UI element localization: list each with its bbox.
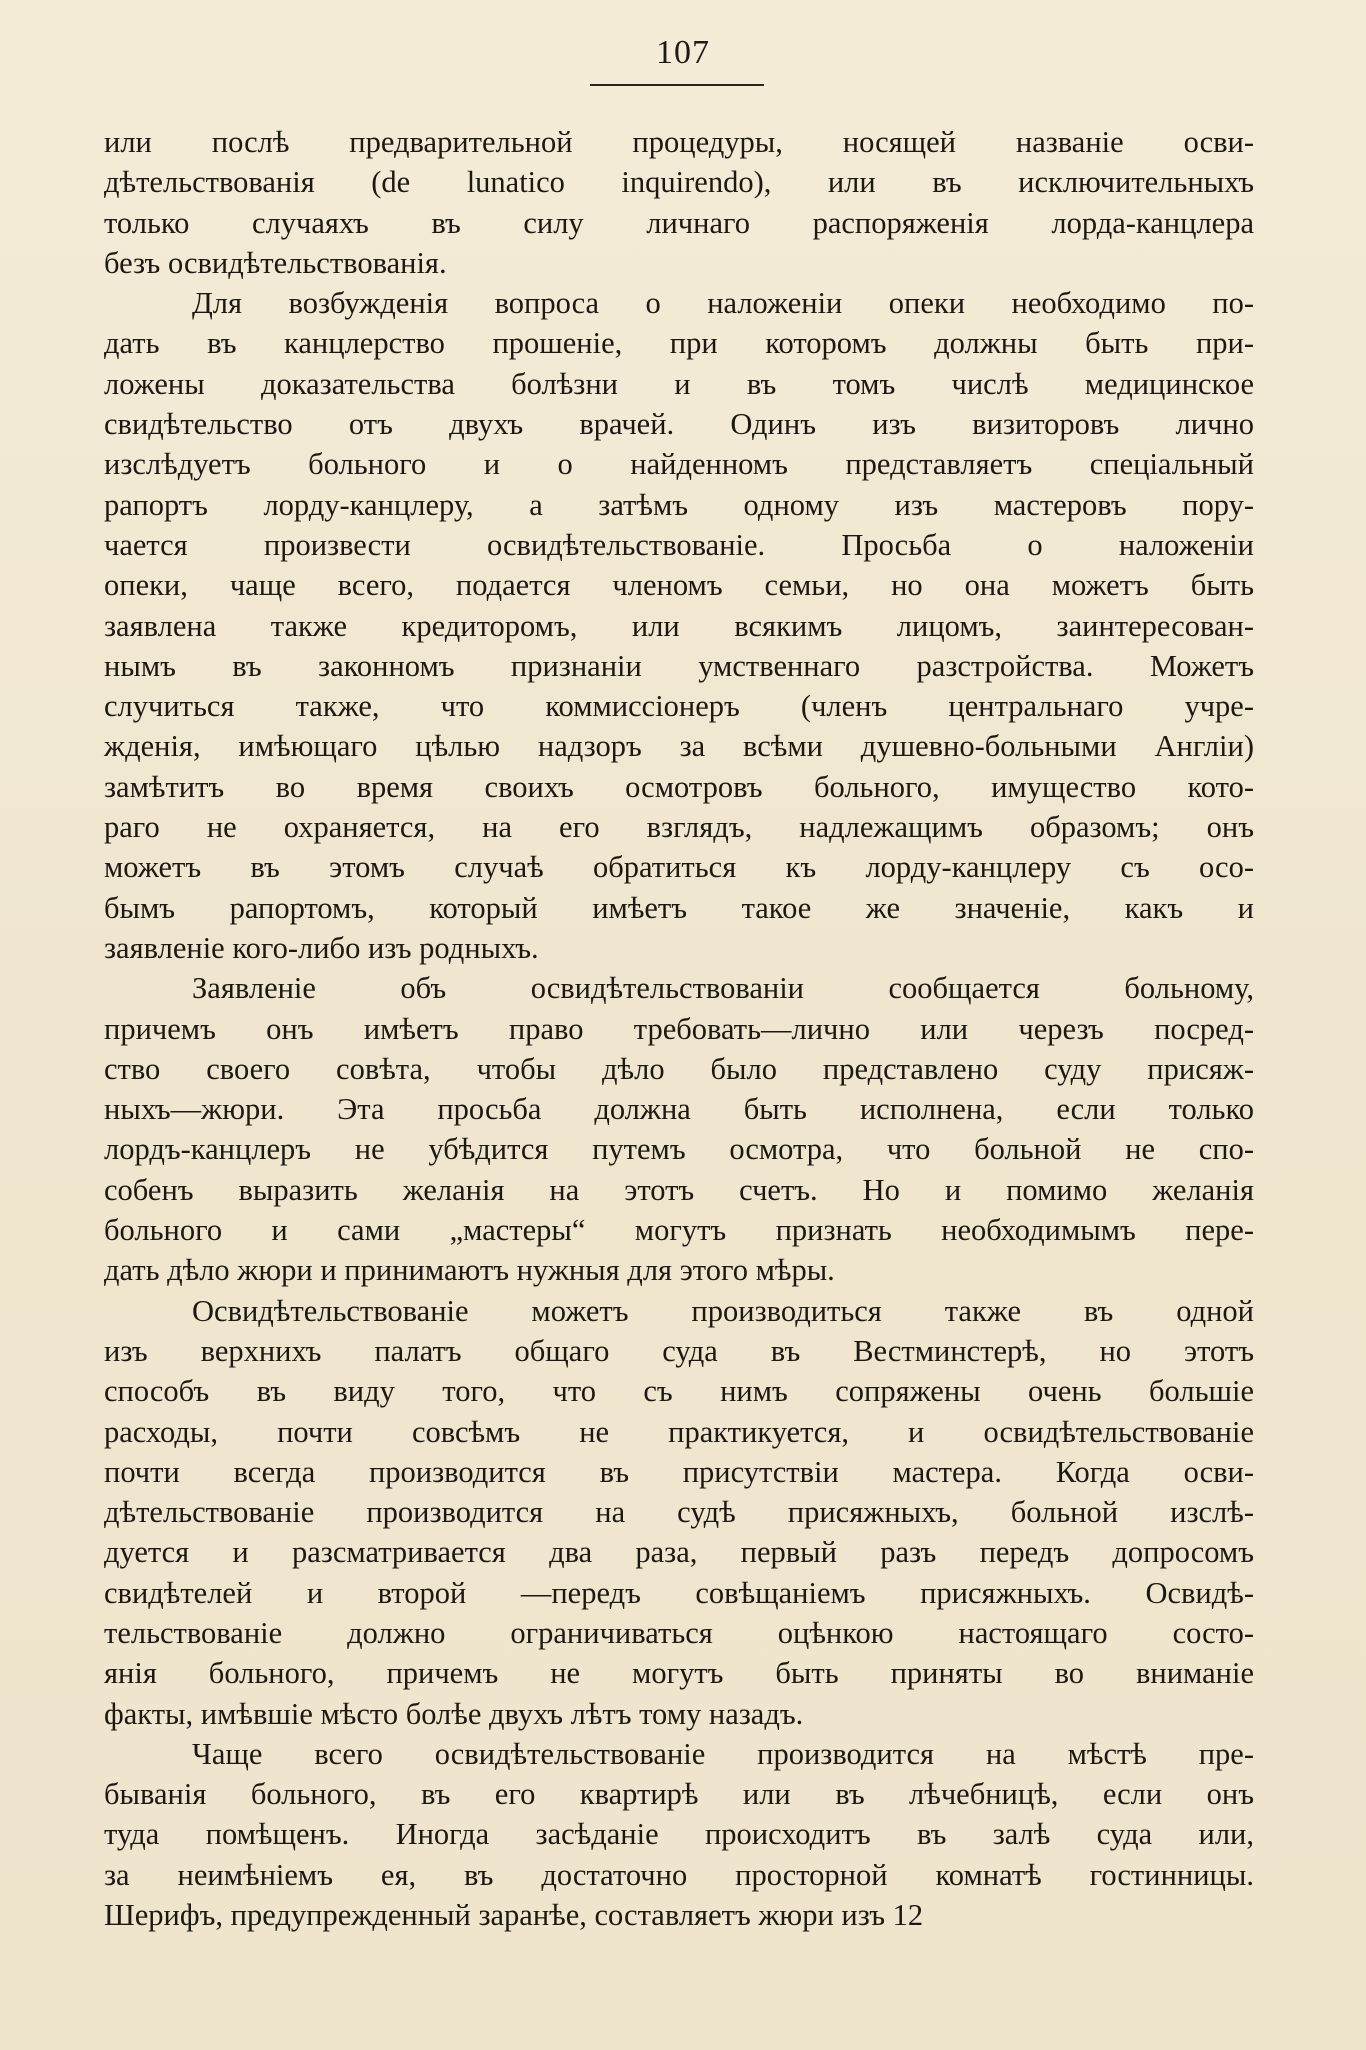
text-line: расходы, почти совсѣмъ не практикуется, и освидѣтельствованіе: [104, 1414, 1254, 1449]
text-line: за неимѣніемъ ея, въ достаточно просторной комнатѣ гостинницы.: [104, 1857, 1254, 1892]
text-line: дуется и разсматривается два раза, первый разъ передъ допросомъ: [104, 1535, 1254, 1570]
text-line: быванія больного, въ его квартирѣ или въ лѣчебницѣ, если онъ: [104, 1777, 1254, 1812]
text-line: Освидѣтельствованіе можетъ производиться также въ одной: [192, 1293, 1254, 1328]
text-line: ныхъ—жюри. Эта просьба должна быть исполнена, если только: [104, 1092, 1254, 1127]
text-line: Чаще всего освидѣтельствованіе производится на мѣстѣ пре-: [192, 1736, 1254, 1771]
text-line: дѣтельствованіе производится на судѣ присяжныхъ, больной изслѣ-: [104, 1495, 1254, 1530]
text-line: раго не охраняется, на его взглядъ, надлежащимъ образомъ; онъ: [104, 810, 1254, 845]
text-line: факты, имѣвшіе мѣсто болѣе двухъ лѣтъ тому назадъ.: [104, 1696, 804, 1731]
text-line: изслѣдуетъ больного и о найденномъ представляетъ спеціальный: [104, 447, 1254, 482]
text-line: способъ въ виду того, что съ нимъ сопряжены очень большіе: [104, 1374, 1254, 1409]
paragraph: [104, 283, 1254, 968]
text-line: свидѣтельство отъ двухъ врачей. Одинъ изъ визиторовъ лично: [104, 407, 1254, 442]
text-line: больного и сами „мастеры“ могутъ признать необходимымъ пере-: [104, 1213, 1254, 1248]
text-line: янія больного, причемъ не могутъ быть приняты во вниманіе: [104, 1656, 1254, 1691]
paragraph: [104, 1734, 1254, 1935]
text-line: Шерифъ, предупрежденный заранѣе, составляетъ жюри изъ 12: [104, 1898, 924, 1933]
text-line: или послѣ предварительной процедуры, носящей названіе осви-: [104, 125, 1254, 159]
text-line: жденія, имѣющаго цѣлью надзоръ за всѣми душевно-больными Англіи): [104, 729, 1254, 764]
header-rule: [590, 84, 764, 86]
text-line: заявленіе кого-либо изъ родныхъ.: [104, 930, 539, 965]
paragraph: [104, 122, 1254, 283]
text-line: дать въ канцлерство прошеніе, при которомъ должны быть при-: [104, 326, 1254, 361]
text-line: дѣтельствованія (de lunatico inquirendo), или въ исключительныхъ: [104, 165, 1254, 200]
paragraph: [104, 968, 1254, 1290]
text-line: бымъ рапортомъ, который имѣетъ такое же значеніе, какъ и: [104, 890, 1254, 925]
text-line: чается произвести освидѣтельствованіе. Просьба о наложеніи: [104, 527, 1254, 562]
text-line: ложены доказательства болѣзни и въ томъ числѣ медицинское: [104, 366, 1254, 401]
text-line: нымъ въ законномъ признаніи умственнаго разстройства. Можетъ: [104, 648, 1254, 683]
text-line: лордъ-канцлеръ не убѣдится путемъ осмотра, что больной не спо-: [104, 1132, 1254, 1167]
text-line: свидѣтелей и второй —передъ совѣщаніемъ присяжныхъ. Освидѣ-: [104, 1575, 1254, 1610]
text-line: можетъ въ этомъ случаѣ обратиться къ лорду-канцлеру съ осо-: [104, 850, 1254, 885]
text-line: безъ освидѣтельствованія.: [104, 245, 447, 280]
text-line: изъ верхнихъ палатъ общаго суда въ Вестминстерѣ, но этотъ: [104, 1333, 1254, 1368]
text-line: рапортъ лорду-канцлеру, а затѣмъ одному изъ мастеровъ пору-: [104, 487, 1254, 522]
page-number: 107: [656, 34, 710, 71]
body-text: [104, 122, 1254, 1935]
text-line: только случаяхъ въ силу личнаго распоряженія лорда-канцлера: [104, 205, 1254, 240]
text-line: почти всегда производится въ присутствіи мастера. Когда осви-: [104, 1454, 1254, 1489]
text-line: случиться также, что коммиссіонеръ (членъ центральнаго учре-: [104, 689, 1254, 724]
text-line: тельствованіе должно ограничиваться оцѣнкою настоящаго состо-: [104, 1615, 1254, 1650]
text-line: собенъ выразить желанія на этотъ счетъ. Но и помимо желанія: [104, 1172, 1254, 1207]
text-line: ство своего совѣта, чтобы дѣло было представлено суду присяж-: [104, 1051, 1254, 1086]
paragraph: [104, 1291, 1254, 1734]
text-line: причемъ онъ имѣетъ право требовать—лично или черезъ посред-: [104, 1011, 1254, 1046]
text-line: туда помѣщенъ. Иногда засѣданіе происходитъ въ залѣ суда или,: [104, 1817, 1254, 1852]
text-line: замѣтитъ во время своихъ осмотровъ больного, имущество кото-: [104, 769, 1254, 804]
text-line: Заявленіе объ освидѣтельствованіи сообщается больному,: [192, 971, 1254, 1006]
text-line: Для возбужденія вопроса о наложеніи опеки необходимо по-: [192, 286, 1254, 321]
text-line: заявлена также кредиторомъ, или всякимъ лицомъ, заинтересован-: [104, 608, 1254, 643]
text-line: опеки, чаще всего, подается членомъ семьи, но она можетъ быть: [104, 568, 1254, 603]
text-line: дать дѣло жюри и принимаютъ нужныя для этого мѣры.: [104, 1253, 835, 1288]
